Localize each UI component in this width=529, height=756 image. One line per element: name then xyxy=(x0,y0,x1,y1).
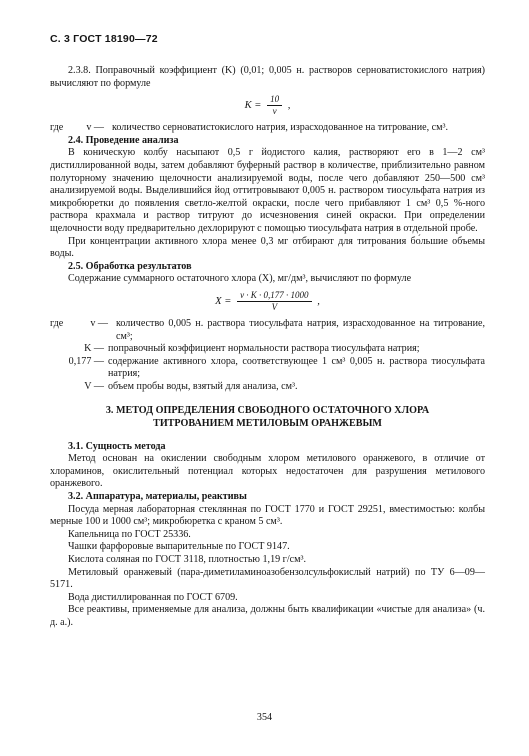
where-v-definition xyxy=(50,122,485,135)
section-3-title xyxy=(50,405,485,430)
where-definition: количество серноватистокислого натрия, израсходованное на титрование, см³. xyxy=(112,122,449,134)
where-x-k xyxy=(50,343,485,356)
heading-3-1: 3.1. Сущность метода xyxy=(68,440,166,452)
list-item-dropper: Капельница по ГОСТ 25336. xyxy=(68,528,191,540)
section-3-title-line-1: 3. МЕТОД ОПРЕДЕЛЕНИЯ СВОБОДНОГО ОСТАТОЧНОГО ХЛОРА xyxy=(105,405,430,417)
formula-k-numerator: 10 xyxy=(267,94,282,106)
where-x-definition-0177: содержание активного хлора, соответствующее 1 см³ 0,005 н. раствора тиосульфата натрия; xyxy=(108,355,485,380)
where-x-symbol-v: v — xyxy=(90,317,108,329)
formula-x-lhs: X = xyxy=(215,295,232,307)
list-item-glassware: Посуда мерная лабораторная стеклянная по ГОСТ 1770 и ГОСТ 29251, вместимостью: колбы мерные 100 и 1000 см³; микробюретка с краном 5 см³. xyxy=(50,503,485,528)
formula-k-lhs: K = xyxy=(244,100,262,112)
paragraph-2-4-low-chlorine: При концентрации активного хлора менее 0,3 мг отбирают для титрования бо́льшие объемы воды. xyxy=(50,235,485,260)
paragraph-2-3-8: 2.3.8. Поправочный коэффициент (K) (0,01; 0,005 н. растворов серноватистокислого натрия) вычисляют по формуле xyxy=(50,65,485,89)
where-x-volume xyxy=(50,381,485,394)
heading-2-5: 2.5. Обработка результатов xyxy=(68,260,192,272)
formula-k-denominator: v xyxy=(272,106,277,117)
where-x-symbol-k: K — xyxy=(84,343,104,355)
formula-x-denominator: V xyxy=(271,301,278,312)
heading-2-4: 2.4. Проведение анализа xyxy=(68,134,179,146)
where-x-v xyxy=(50,318,485,343)
list-item-dishes: Чашки фарфоровые выпарительные по ГОСТ 9147. xyxy=(68,541,290,553)
section-3-title-line-2: ТИТРОВАНИЕМ МЕТИЛОВЫМ ОРАНЖЕВЫМ xyxy=(153,418,382,430)
page-number: 354 xyxy=(256,712,273,723)
where-label: где xyxy=(50,122,64,134)
formula-x-tail: , xyxy=(317,295,320,307)
list-item-methyl-orange: Метиловый оранжевый (пара-диметиламиноазобензолсульфокислый натрий) по ТУ 6—09—5171. xyxy=(50,566,485,591)
list-item-reagents: Все реактивы, применяемые для анализа, должны быть квалификации «чистые для анализа» (ч. д. а.). xyxy=(50,604,485,628)
where-symbol: v — xyxy=(86,122,104,134)
paragraph-3-1: Метод основан на окислении свободным хлором метилового оранжевого, в отличие от хлораминов, окислительный потенциал которых недостаточен для разрушения метилового оранжевого. xyxy=(50,453,485,490)
where-x-definition-volume: объем пробы воды, взятый для анализа, см³. xyxy=(108,380,298,392)
where-x-label: где xyxy=(50,317,64,329)
formula-x-fraction xyxy=(237,290,312,313)
formula-k xyxy=(50,94,485,117)
paragraph-2-4: В коническую колбу насыпают 0,5 г йодистого калия, растворяют его в 1—2 см³ дистиллированной воды, затем добавляют буферный раствор в количестве, приблизительно равном полуторному значению щелочности анализируемой воды, после чего добавляют 250—500 см³ анализируемой воды. Выделившийся йод оттитровывают 0,005 н. раствором тиосульфата натрия из микробюретки до появления светло-желтой окраски, после чего прибавляют 1 см³ 0,5 %-ного раствора крахмала и раствор титруют до исчезновения синей окраски. При определении щелочности воду предварительно дехлорируют с помощью тиосульфата натрия в отдельной пробе. xyxy=(50,147,485,234)
formula-x-numerator: v · K · 0,177 · 1000 xyxy=(237,290,312,302)
where-x-symbol-volume: V — xyxy=(84,380,104,392)
where-x-0177 xyxy=(50,356,485,381)
list-item-acid: Кислота соляная по ГОСТ 3118, плотностью 1,19 г/см³. xyxy=(68,554,307,565)
formula-k-tail: , xyxy=(287,100,291,112)
paragraph-2-5: Содержание суммарного остаточного хлора (X), мг/дм³, вычисляют по формуле xyxy=(68,273,412,285)
where-x-definition-v: количество 0,005 н. раствора тиосульфата натрия, израсходованное на титрование, см³; xyxy=(116,317,485,342)
list-item-water: Вода дистиллированная по ГОСТ 6709. xyxy=(68,591,238,603)
formula-x xyxy=(50,290,485,313)
where-x-symbol-0177: 0,177 — xyxy=(68,355,104,367)
where-x-definition-k: поправочный коэффициент нормальности раствора тиосульфата натрия; xyxy=(108,343,420,355)
page-header: С. 3 ГОСТ 18190—72 xyxy=(50,33,158,45)
heading-3-2: 3.2. Аппаратура, материалы, реактивы xyxy=(68,491,247,503)
formula-k-fraction xyxy=(267,94,282,117)
